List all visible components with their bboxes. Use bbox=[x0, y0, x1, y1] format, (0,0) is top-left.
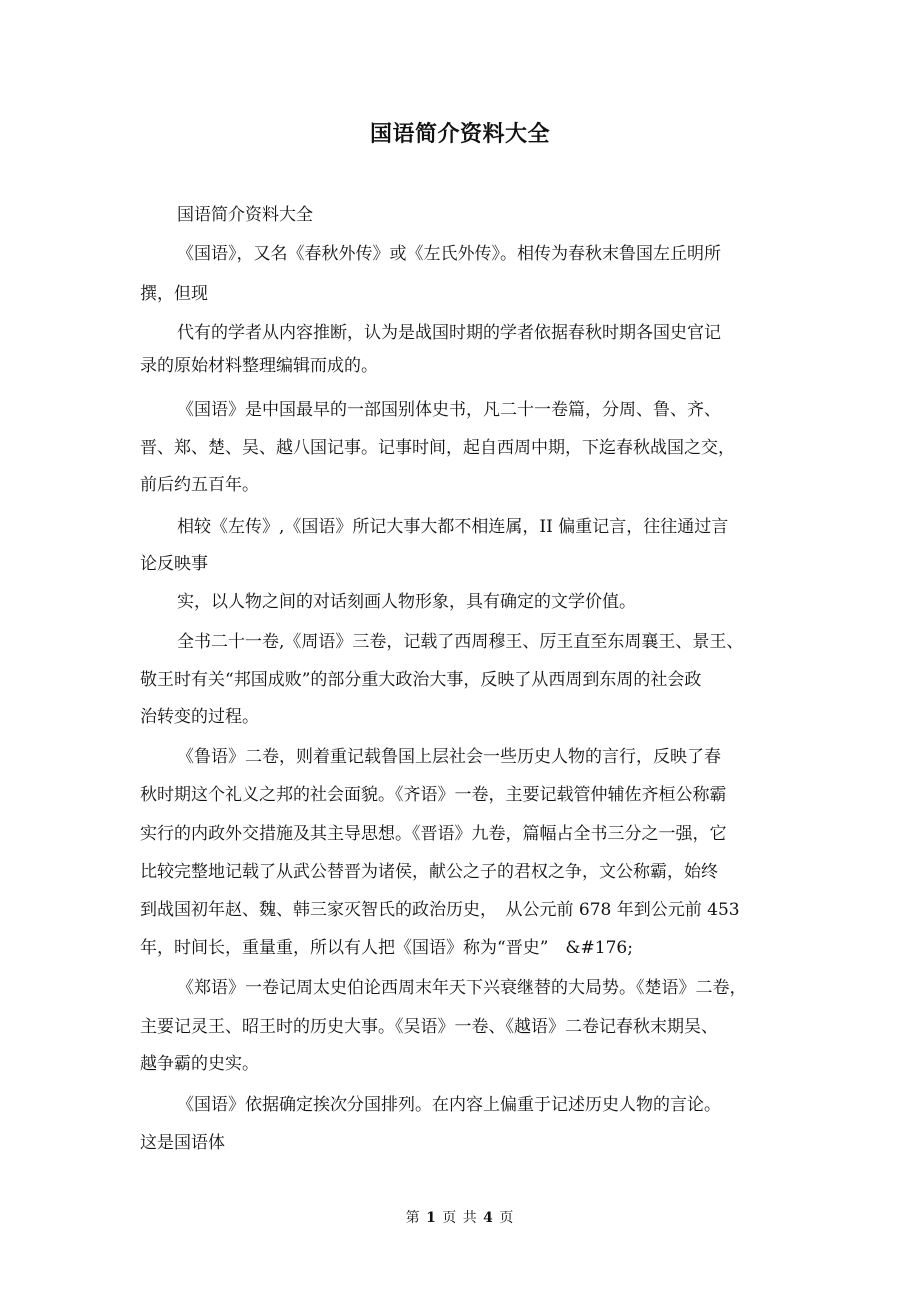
paragraph-line: 这是国语体 bbox=[140, 1133, 225, 1153]
page-footer bbox=[0, 1206, 920, 1230]
total-page-count: 4 bbox=[483, 1210, 494, 1226]
paragraph-line: 撰，但现 bbox=[140, 284, 208, 304]
paragraph-line: 治转变的过程。 bbox=[140, 707, 259, 727]
paragraph-line: 全书二十一卷,《周语》三卷，记载了西周穆王、厉王直至东周襄王、景王、 bbox=[177, 632, 744, 652]
paragraph-line: 晋、郑、楚、吴、越八国记事。记事时间，起自西周中期，下迄春秋战国之交， bbox=[140, 438, 735, 458]
paragraph-line: 相较《左传》,《国语》所记大事大都不相连属，II 偏重记言，往往通过言 bbox=[177, 517, 729, 537]
paragraph-line: 《国语》是中国最早的一部国别体史书，凡二十一卷篇，分周、鲁、齐、 bbox=[177, 400, 721, 420]
paragraph-line: 录的原始材料整理编辑而成的。 bbox=[140, 356, 378, 376]
paragraph-line: 《国语》依据确定挨次分国排列。在内容上偏重于记述历史人物的言论。 bbox=[177, 1095, 721, 1115]
paragraph-line: 年，时间长，重量重，所以有人把《国语》称为“晋史” &#176; bbox=[140, 938, 633, 958]
page-title: 国语简介资料大全 bbox=[369, 121, 550, 147]
paragraph-line: 越争霸的史实。 bbox=[140, 1054, 259, 1074]
paragraph-line: 到战国初年赵、魏、韩三家灭智氏的政治历史， 从公元前 678 年到公元前 453 bbox=[140, 900, 740, 920]
footer-middle: 页 共 bbox=[442, 1210, 478, 1226]
paragraph-line: 《鲁语》二卷，则着重记载鲁国上层社会一些历史人物的言行，反映了春 bbox=[177, 747, 721, 767]
paragraph-line: 代有的学者从内容推断，认为是战国时期的学者依据春秋时期各国史官记 bbox=[177, 323, 721, 343]
paragraph-line: 国语简介资料大全 bbox=[177, 205, 313, 225]
paragraph-line: 实行的内政外交措施及其主导思想。《晋语》九卷，篇幅占全书三分之一强，它 bbox=[140, 824, 727, 844]
paragraph-line: 敬王时有关“邦国成败”的部分重大政治大事，反映了从西周到东周的社会政 bbox=[140, 670, 702, 690]
paragraph-line: 《郑语》一卷记周太史伯论西周末年天下兴衰继替的大局势。《楚语》二卷， bbox=[177, 978, 747, 998]
footer-prefix: 第 bbox=[405, 1210, 421, 1226]
footer-suffix: 页 bbox=[499, 1210, 515, 1226]
paragraph-line: 主要记灵王、昭王时的历史大事。《吴语》一卷、《越语》二卷记春秋末期吴、 bbox=[140, 1017, 718, 1037]
paragraph-line: 论反映事 bbox=[140, 554, 208, 574]
paragraph-line: 秋时期这个礼义之邦的社会面貌。《齐语》一卷，主要记载管仲辅佐齐桓公称霸 bbox=[140, 785, 727, 805]
paragraph-line: 比较完整地记载了从武公替晋为诸侯，献公之子的君权之争，文公称霸，始终 bbox=[140, 862, 718, 882]
current-page-number: 1 bbox=[426, 1210, 437, 1226]
paragraph-line: 实，以人物之间的对话刻画人物形象，具有确定的文学价值。 bbox=[177, 592, 636, 612]
paragraph-line: 《国语》，又名《春秋外传》或《左氏外传》。相传为春秋末鲁国左丘明所 bbox=[177, 244, 721, 264]
paragraph-line: 前后约五百年。 bbox=[140, 475, 259, 495]
